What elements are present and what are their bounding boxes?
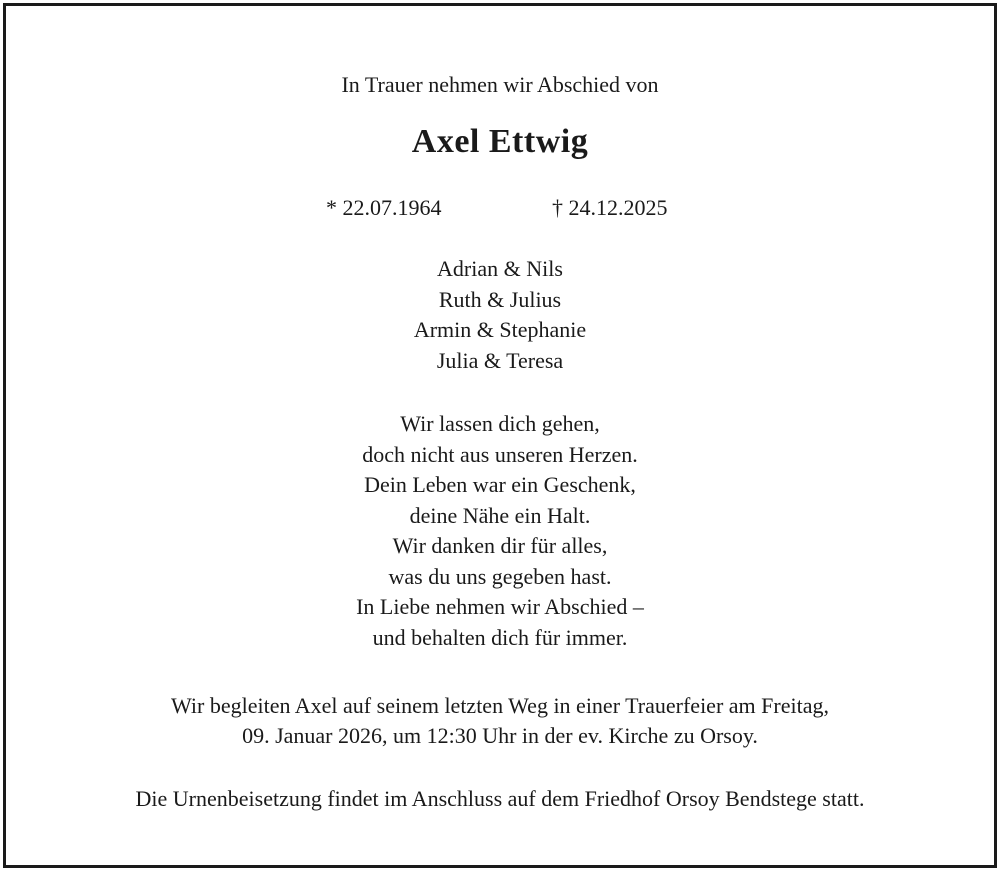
death-date: † 24.12.2025 [552, 195, 668, 220]
memorial-poem [0, 409, 1000, 653]
intro-text: In Trauer nehmen wir Abschied von [341, 72, 659, 97]
poem-line: Wir lassen dich gehen, [400, 411, 600, 436]
poem-line: doch nicht aus unseren Herzen. [362, 441, 638, 467]
poem-line: In Liebe nehmen wir Abschied – [356, 594, 644, 619]
poem-line: deine Nähe ein Halt. [409, 502, 591, 528]
urn-burial-info: Die Urnenbeisetzung findet im Anschluss auf dem Friedhof Orsoy Bendstege statt. [135, 786, 865, 811]
mourner-line: Ruth & Julius [438, 286, 562, 312]
service-line: Wir begleiten Axel auf seinem letzten Weg in einer Trauerfeier am Freitag, [171, 693, 829, 718]
poem-line: und behalten dich für immer. [372, 624, 628, 650]
mourner-line: Adrian & Nils [437, 256, 563, 281]
poem-line: Wir danken dir für alles, [392, 533, 608, 558]
deceased-name: Axel Ettwig [411, 123, 589, 160]
mourner-line: Armin & Stephanie [413, 317, 587, 342]
poem-line: Dein Leben war ein Geschenk, [364, 472, 636, 497]
mourner-line: Julia & Teresa [436, 347, 564, 373]
mourners-list [0, 254, 1000, 376]
birth-date: * 22.07.1964 [326, 195, 442, 220]
poem-line: was du uns gegeben hast. [388, 563, 612, 589]
funeral-service-info [0, 691, 1000, 751]
service-line: 09. Januar 2026, um 12:30 Uhr in der ev. Kirche zu Orsoy. [242, 723, 758, 748]
